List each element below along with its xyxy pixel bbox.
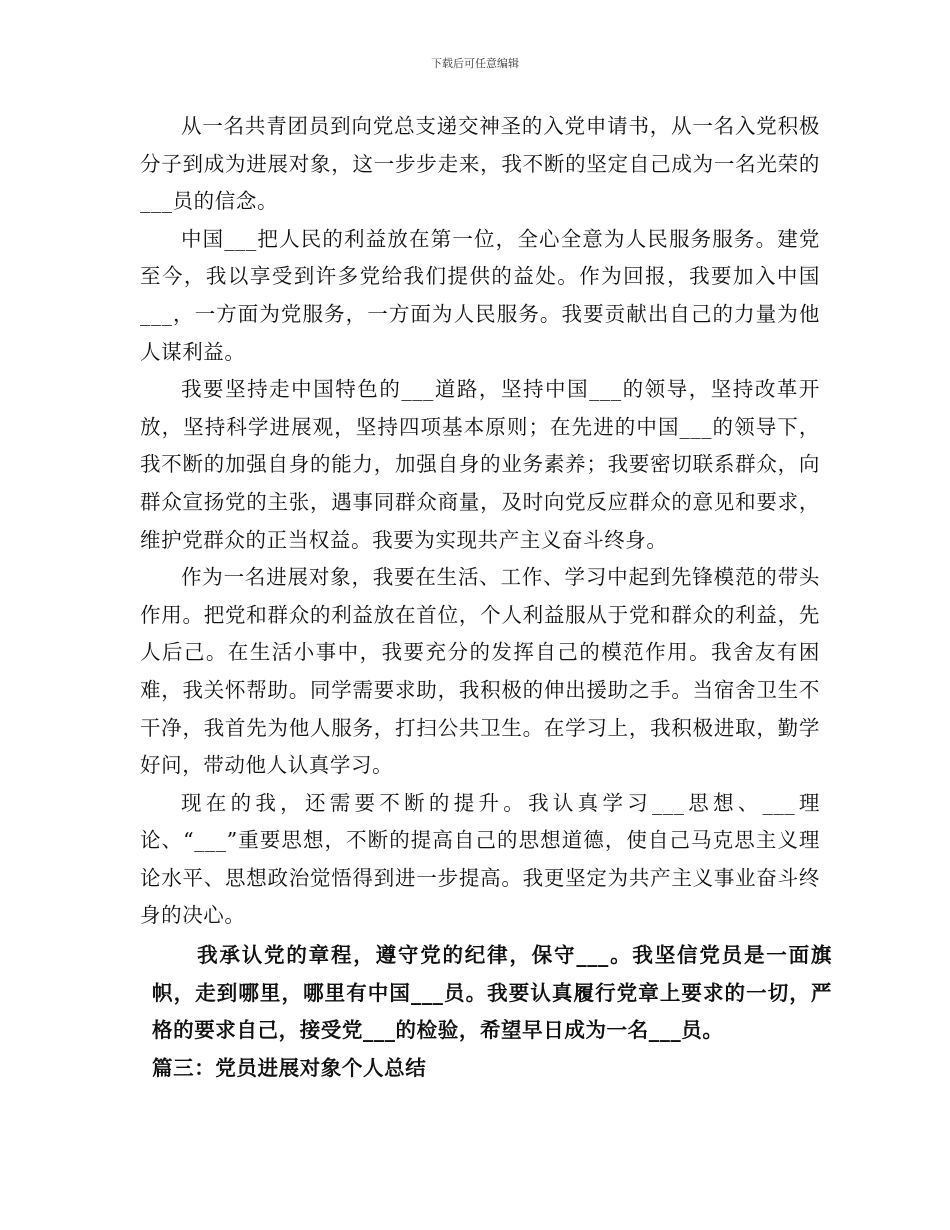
bold-section <box>152 937 832 1087</box>
paragraph-1: 从一名共青团员到向党总支递交神圣的入党申请书，从一名入党积极分子到成为进展对象，这一步步走来，我不断的坚定自己成为一名光荣的___员的信念。 <box>140 114 820 214</box>
paragraph-2: 中国___把人民的利益放在第一位，全心全意为人民服务服务。建党至今，我以享受到许多党给我们提供的益处。作为回报，我要加入中国___，一方面为党服务，一方面为人民服务。我要贡献出自己的力量为他人谋利益。 <box>140 226 820 364</box>
paragraph-5: 现在的我，还需要不断的提升。我认真学习___思想、___理论、“___”重要思想，不断的提高自己的思想道德，使自己马克思主义理论水平、思想政治觉悟得到进一步提高。我更坚定为共产主义事业奋斗终身的决心。 <box>140 790 820 928</box>
paragraph-4: 作为一名进展对象，我要在生活、工作、学习中起到先锋模范的带头作用。把党和群众的利益放在首位，个人利益服从于党和群众的利益，先人后己。在生活小事中，我要充分的发挥自己的模范作用。我舍友有困难，我关怀帮助。同学需要求助，我积极的伸出援助之手。当宿舍卫生不干净，我首先为他人服务，打扫公共卫生。在学习上，我积极进取，勤学好问，带动他人认真学习。 <box>140 565 820 778</box>
bold-paragraph: 我承认党的章程，遵守党的纪律，保守___。我坚信党员是一面旗帜，走到哪里，哪里有中国___员。我要认真履行党章上要求的一切，严格的要求自己，接受党___的检验，希望早日成为一名___员。 <box>152 943 832 1043</box>
document-body <box>140 108 820 935</box>
paragraph-3: 我要坚持走中国特色的___道路，坚持中国___的领导，坚持改革开放，坚持科学进展观，坚持四项基本原则；在先进的中国___的领导下，我不断的加强自身的能力，加强自身的业务素养；我要密切联系群众，向群众宣扬党的主张，遇事同群众商量，及时向党反应群众的意见和要求，维护党群众的正当权益。我要为实现共产主义奋斗终身。 <box>140 377 820 552</box>
section-heading: 篇三：党员进展对象个人总结 <box>152 1055 427 1080</box>
page-header: 下载后可任意编辑 <box>431 57 519 70</box>
